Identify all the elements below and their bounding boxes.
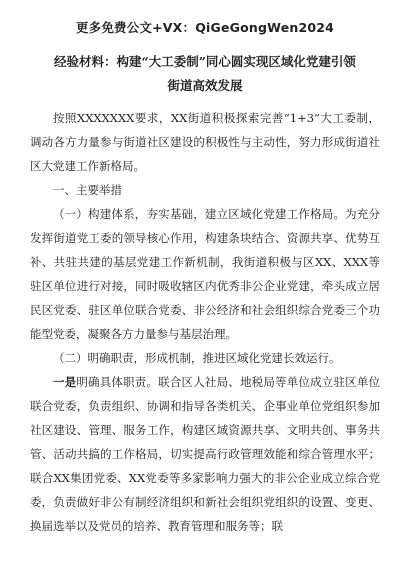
- title-line-2: 街道高效发展: [167, 78, 243, 93]
- promo-banner: 更多免费公文+VX：QiGeGongWen2024: [75, 20, 335, 35]
- paragraph-body: 明确具体职责。联合区人社局、地税局等单位成立驻区单位联合党委，负责组织、协调和指导各类机关、企事业单位党组织参加社区建设、管理、服务工作，构建区域资源共享、文明共创、事务共管、活动共搞的工作格局，切实提高行政管理效能和综合管理水平；联合XX集团党委、XX党委等多家影响力强大的非公企业成立综合党委，负责做好非公有制经济组织和新社会组织党组织的设置、变更、换届选举以及党员的培养、教育管理和服务等；联: [30, 375, 381, 533]
- document-title: [30, 50, 380, 98]
- paragraph-build-system: （一）构建体系，夯实基础，建立区域化党建工作格局。为充分发挥街道党工委的领导核心作用，构建条块结合、资源共享、优势互补、共驻共建的基层党建工作新机制，我街道积极与区XX、XXX等驻区单位进行对接，同时吸收辖区内优秀非公企业党建，牵头成立居民区党委、驻区单位联合党委、非公经济和社会组织综合党委三个功能型党委，凝聚各方力量参与基层治理。: [30, 207, 380, 341]
- title-line-1: 经验材料：构建“大工委制”同心圆实现区域化党建引领: [54, 54, 356, 69]
- paragraph-specific-duties: [30, 370, 380, 538]
- section-heading-main-measures: 一、主要举措: [53, 183, 122, 197]
- paragraph-clarify-duties: （二）明确职责，形成机制，推进区域化党建长效运行。: [53, 351, 341, 365]
- lead-marker: 一是: [53, 375, 77, 389]
- intro-paragraph: 按照XXXXXXX要求，XX街道积极探索完善“1+3”大工委制，调动各方力量参与街道社区建设的积极性与主动性，努力形成街道社区大党建工作新格局。: [30, 111, 380, 173]
